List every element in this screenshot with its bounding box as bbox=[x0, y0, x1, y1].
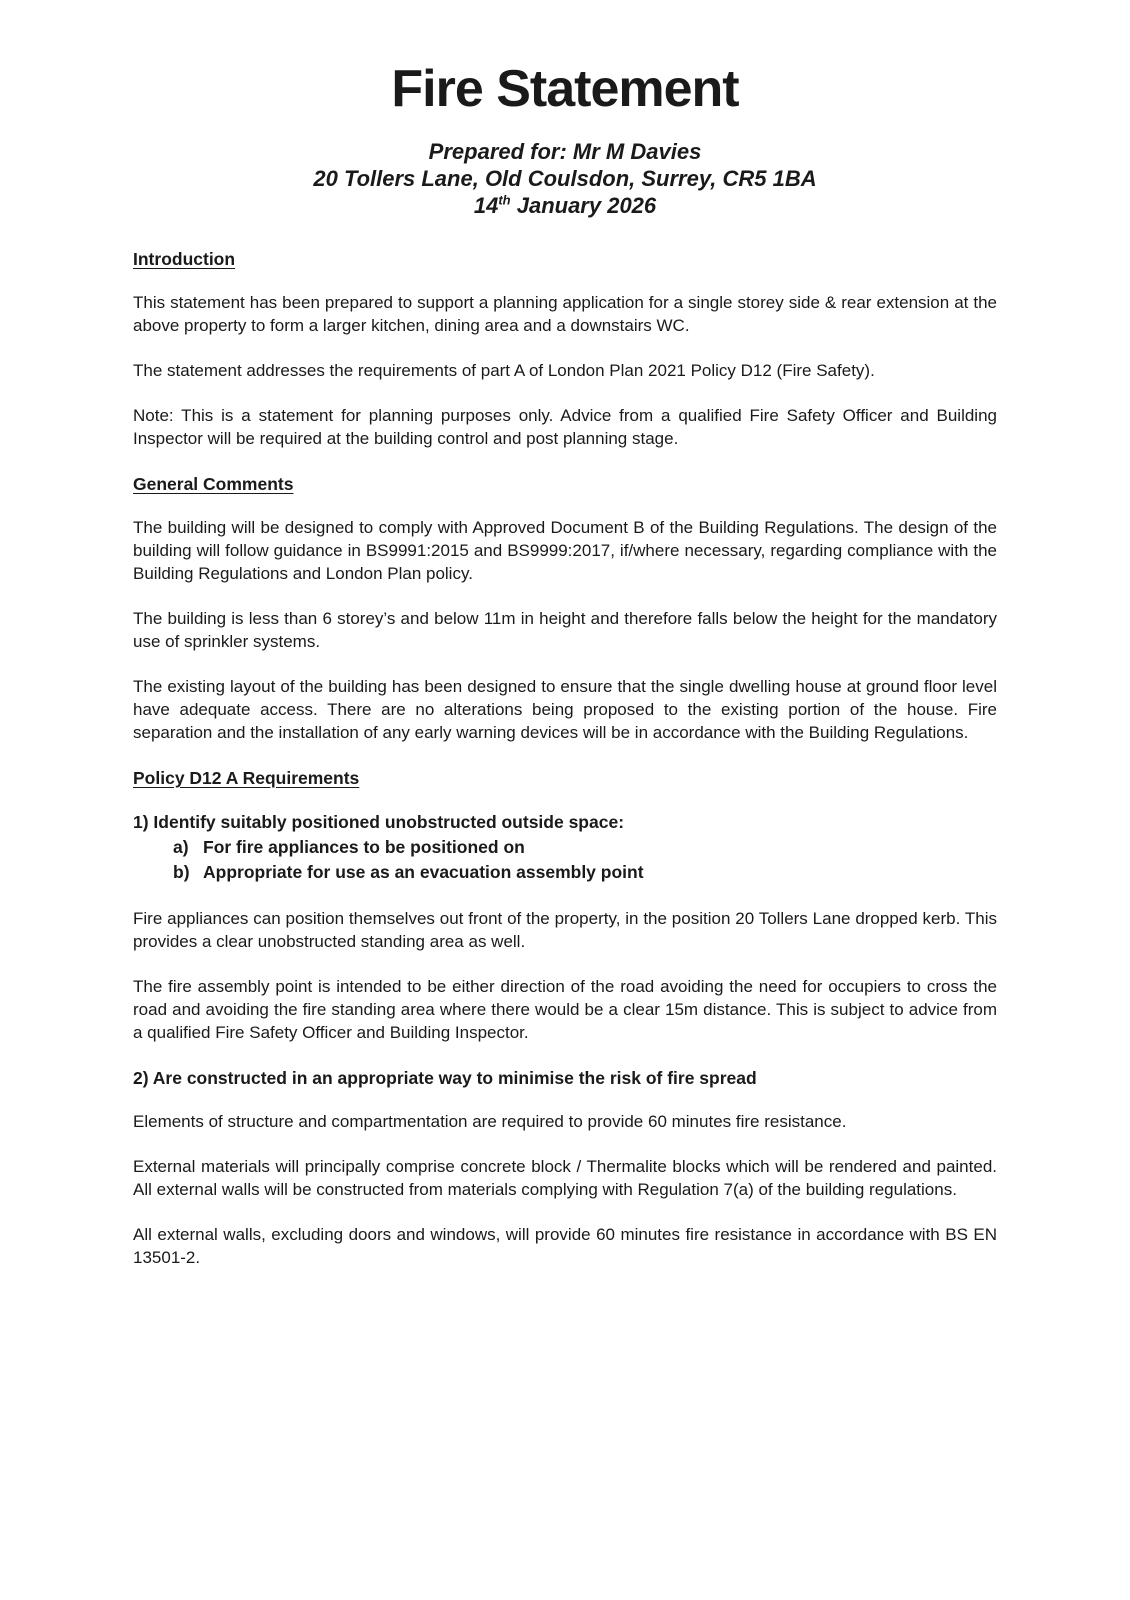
document-title: Fire Statement bbox=[391, 60, 739, 118]
requirement-1-paragraph-2: The fire assembly point is intended to be either direction of the road avoiding the need for occupiers to cross the road and avoiding the fire standing area where there would be a clear 15m distance. This is subject to advice from a qualified Fire Safety Officer and Building Inspector. bbox=[133, 977, 997, 1042]
document-subheader bbox=[133, 138, 997, 219]
requirement-1-list bbox=[133, 835, 997, 885]
list-item-b-text: Appropriate for use as an evacuation assembly point bbox=[203, 862, 644, 882]
list-item-a-marker: a) bbox=[173, 837, 189, 857]
list-item-b bbox=[133, 860, 997, 885]
address-line: 20 Tollers Lane, Old Coulsdon, Surrey, CR5 1BA bbox=[313, 166, 817, 191]
date-rest: January 2026 bbox=[510, 193, 657, 218]
prepared-for-line: Prepared for: Mr M Davies bbox=[428, 139, 702, 164]
list-item-b-marker: b) bbox=[173, 862, 190, 882]
list-item-a bbox=[133, 835, 997, 860]
section-heading-policy-d12: Policy D12 A Requirements bbox=[133, 768, 360, 788]
date-day: 14 bbox=[473, 193, 499, 218]
intro-paragraph-1: This statement has been prepared to support a planning application for a single storey side & rear extension at the above property to form a larger kitchen, dining area and a downstairs WC. bbox=[133, 293, 997, 335]
date-ordinal: th bbox=[498, 192, 511, 208]
requirement-2-paragraph-1: Elements of structure and compartmentation are required to provide 60 minutes fire resistance. bbox=[133, 1112, 847, 1131]
requirement-2-heading: 2) Are constructed in an appropriate way to minimise the risk of fire spread bbox=[133, 1068, 757, 1088]
date-line bbox=[133, 192, 997, 219]
section-heading-introduction: Introduction bbox=[133, 249, 236, 269]
intro-paragraph-2: The statement addresses the requirements of part A of London Plan 2021 Policy D12 (Fire Safety). bbox=[133, 361, 875, 380]
intro-paragraph-3: Note: This is a statement for planning purposes only. Advice from a qualified Fire Safety Officer and Building Inspector will be required at the building control and post planning stage. bbox=[133, 406, 997, 448]
general-paragraph-1: The building will be designed to comply with Approved Document B of the Building Regulations. The design of the building will follow guidance in BS9991:2015 and BS9999:2017, if/where necessary, regarding compliance with the Building Regulations and London Plan policy. bbox=[133, 518, 997, 583]
requirement-2-paragraph-2: External materials will principally comprise concrete block / Thermalite blocks which will be rendered and painted. All external walls will be constructed from materials complying with Regulation 7(a) of the building regulations. bbox=[133, 1157, 997, 1199]
general-paragraph-2: The building is less than 6 storey’s and below 11m in height and therefore falls below the height for the mandatory use of sprinkler systems. bbox=[133, 609, 997, 651]
requirement-1-paragraph-1: Fire appliances can position themselves out front of the property, in the position 20 Tollers Lane dropped kerb. This provides a clear unobstructed standing area as well. bbox=[133, 909, 997, 951]
list-item-a-text: For fire appliances to be positioned on bbox=[203, 837, 525, 857]
requirement-1-heading: 1) Identify suitably positioned unobstructed outside space: bbox=[133, 812, 625, 832]
general-paragraph-3: The existing layout of the building has been designed to ensure that the single dwelling house at ground floor level have adequate access. There are no alterations being proposed to the existing portion of the house. Fire separation and the installation of any early warning devices will be in accordance with the Building Regulations. bbox=[133, 677, 997, 742]
section-heading-general-comments: General Comments bbox=[133, 474, 294, 494]
requirement-2-paragraph-3: All external walls, excluding doors and windows, will provide 60 minutes fire resistance in accordance with BS EN 13501-2. bbox=[133, 1225, 997, 1267]
